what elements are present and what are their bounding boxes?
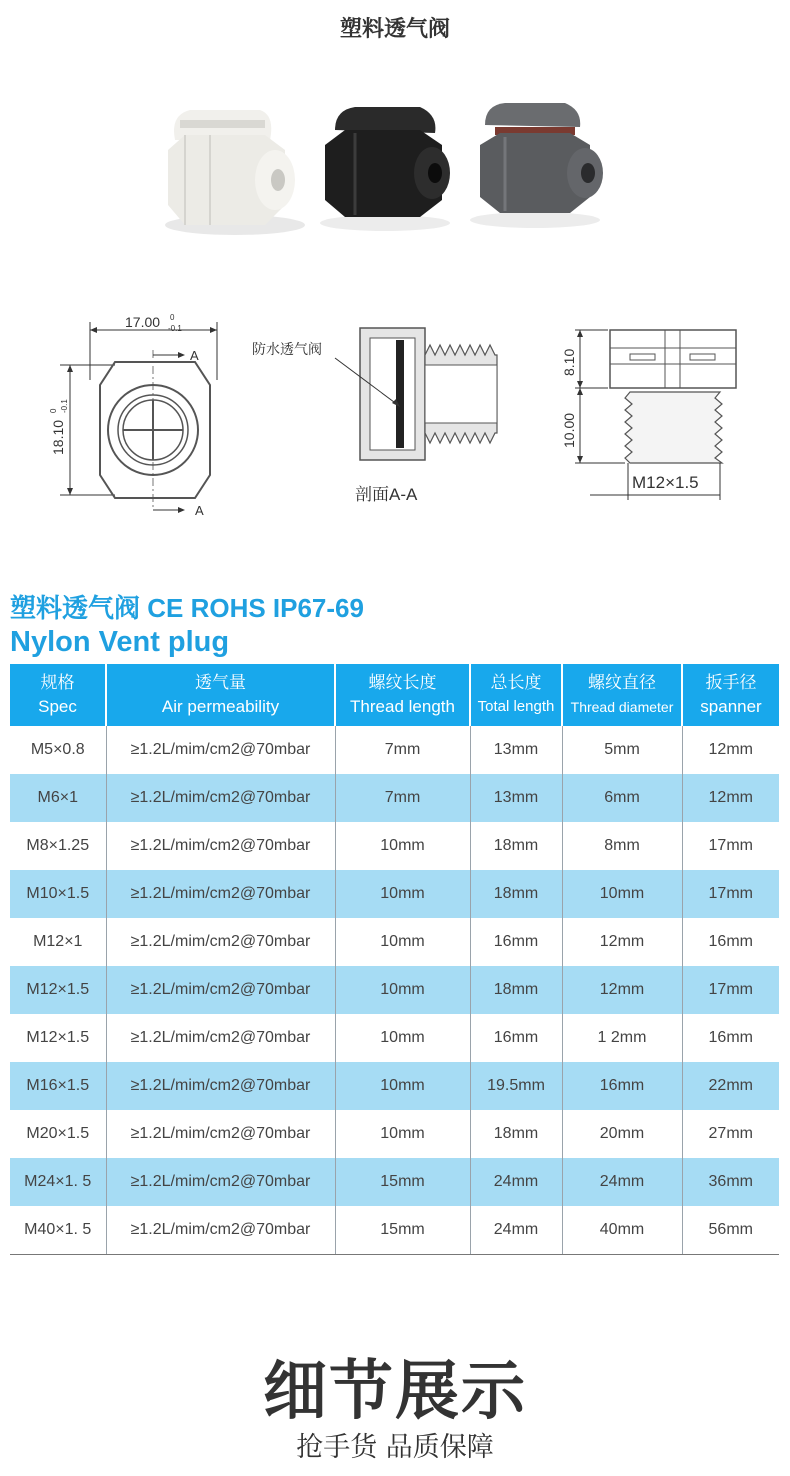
cell-spanner: 22mm [682,1062,779,1110]
cell-spec: M6×1 [10,774,106,822]
cell-total-length: 16mm [470,918,562,966]
cell-spanner: 12mm [682,774,779,822]
cell-thread-diameter: 16mm [562,1062,682,1110]
cell-total-length: 13mm [470,774,562,822]
cell-air-permeability: ≥1.2L/mim/cm2@70mbar [106,1014,335,1062]
cell-spanner: 36mm [682,1158,779,1206]
table-row [10,1110,779,1158]
cell-thread-diameter: 12mm [562,966,682,1014]
cell-spec: M40×1. 5 [10,1206,106,1255]
header-spanner: 扳手径 spanner [682,664,779,726]
cell-thread-diameter: 6mm [562,774,682,822]
cell-thread-length: 15mm [335,1206,470,1255]
cell-thread-length: 7mm [335,774,470,822]
table-row [10,822,779,870]
cell-thread-diameter: 20mm [562,1110,682,1158]
front-width-tol-bottom: -0.1 [168,324,182,333]
page-title: 塑料透气阀 [339,17,450,42]
table-row [10,918,779,966]
header-spec: 规格 Spec [10,664,106,726]
detail-subtitle: 抢手货 品质保障 [296,1432,494,1463]
side-thread-spec-dimension: M12×1.5 [632,473,699,492]
cell-total-length: 18mm [470,1110,562,1158]
product-photos [150,75,630,245]
cell-total-length: 19.5mm [470,1062,562,1110]
cell-spanner: 56mm [682,1206,779,1255]
table-row [10,870,779,918]
cell-air-permeability: ≥1.2L/mim/cm2@70mbar [106,726,335,774]
cell-air-permeability: ≥1.2L/mim/cm2@70mbar [106,822,335,870]
spec-heading-line1: 塑料透气阀 CE ROHS IP67-69 [10,593,364,623]
cell-total-length: 13mm [470,726,562,774]
header-thread-diameter: 螺纹直径 Thread diameter [562,664,682,726]
cell-spec: M10×1.5 [10,870,106,918]
cell-spec: M20×1.5 [10,1110,106,1158]
cell-thread-length: 10mm [335,822,470,870]
cell-air-permeability: ≥1.2L/mim/cm2@70mbar [106,1206,335,1255]
cell-spanner: 27mm [708,1125,753,1142]
white-vent-plug-image [165,110,305,235]
cell-thread-diameter: 12mm [562,918,682,966]
cell-thread-diameter: 5mm [562,726,682,774]
table-row [10,1158,779,1206]
cell-spec: M12×1.5 [10,966,106,1014]
cell-spec: M12×1 [10,918,106,966]
cell-spanner: 16mm [708,1029,753,1046]
cell-spanner: 12mm [708,741,753,758]
table-header-row [10,664,779,726]
table-row [10,1206,779,1255]
cell-spanner: 17mm [682,870,779,918]
table-row [10,774,779,822]
section-view-drawing [335,328,497,460]
cell-spanner: 17mm [682,966,779,1014]
cell-total-length: 18mm [470,870,562,918]
cell-spec: M8×1.25 [10,822,106,870]
cell-thread-diameter: 10mm [562,870,682,918]
front-width-tol-top: 0 [170,313,175,322]
section-mark-bottom: A [195,503,204,518]
cell-thread-diameter: 1 2mm [562,1014,682,1062]
cell-thread-length: 10mm [335,870,470,918]
table-row [10,1014,779,1062]
cell-thread-diameter: 24mm [562,1158,682,1206]
table-row [10,726,779,774]
cell-air-permeability: ≥1.2L/mim/cm2@70mbar [106,870,335,918]
cell-air-permeability: ≥1.2L/mim/cm2@70mbar [106,1062,335,1110]
cell-total-length: 24mm [470,1206,562,1255]
cell-total-length: 16mm [470,1014,562,1062]
table-body [10,726,779,1255]
technical-drawings [0,300,790,540]
section-caption: 剖面A-A [355,485,418,504]
cell-spec: M24×1. 5 [10,1158,106,1206]
front-width-dimension: 17.00 [125,314,161,330]
cell-thread-length: 10mm [335,1062,470,1110]
cell-spanner: 17mm [708,837,753,854]
cell-spec: M16×1.5 [10,1062,106,1110]
header-air-permeability: 透气量 Air permeability [106,664,335,726]
table-row [10,966,779,1014]
header-total-length: 总长度 Total length [470,664,562,726]
cell-total-length: 18mm [470,822,562,870]
spec-heading-line2: Nylon Vent plug [10,626,230,658]
cell-air-permeability: ≥1.2L/mim/cm2@70mbar [106,966,335,1014]
cell-thread-length: 10mm [335,918,470,966]
section-mark-top: A [190,348,199,363]
black-vent-plug-image [320,107,450,231]
gray-vent-plug-image [470,103,603,228]
spec-table [10,664,779,1255]
callout-label: 防水透气阀 [252,341,322,357]
side-head-height-dimension: 8.10 [561,348,577,376]
cell-total-length: 24mm [470,1158,562,1206]
detail-title: 细节展示 [263,1355,527,1429]
cell-thread-length: 15mm [335,1158,470,1206]
front-height-tol-bottom: -0.1 [60,399,69,413]
cell-thread-length: 10mm [335,1014,470,1062]
cell-air-permeability: ≥1.2L/mim/cm2@70mbar [106,918,335,966]
side-thread-length-dimension: 10.00 [561,412,577,448]
cell-thread-length: 10mm [335,1110,470,1158]
cell-spec: M5×0.8 [10,726,106,774]
cell-spanner: 16mm [708,933,753,950]
cell-total-length: 18mm [470,966,562,1014]
front-height-dimension: 18.10 [50,419,66,455]
table-row [10,1062,779,1110]
header-thread-length: 螺纹长度 Thread length [335,664,470,726]
front-height-tol-top: 0 [49,408,58,413]
cell-air-permeability: ≥1.2L/mim/cm2@70mbar [106,1158,335,1206]
cell-thread-length: 7mm [335,726,470,774]
cell-thread-diameter: 8mm [562,822,682,870]
cell-air-permeability: ≥1.2L/mim/cm2@70mbar [106,1110,335,1158]
cell-spec: M12×1.5 [10,1014,106,1062]
cell-air-permeability: ≥1.2L/mim/cm2@70mbar [106,774,335,822]
cell-thread-length: 10mm [335,966,470,1014]
cell-thread-diameter: 40mm [562,1206,682,1255]
